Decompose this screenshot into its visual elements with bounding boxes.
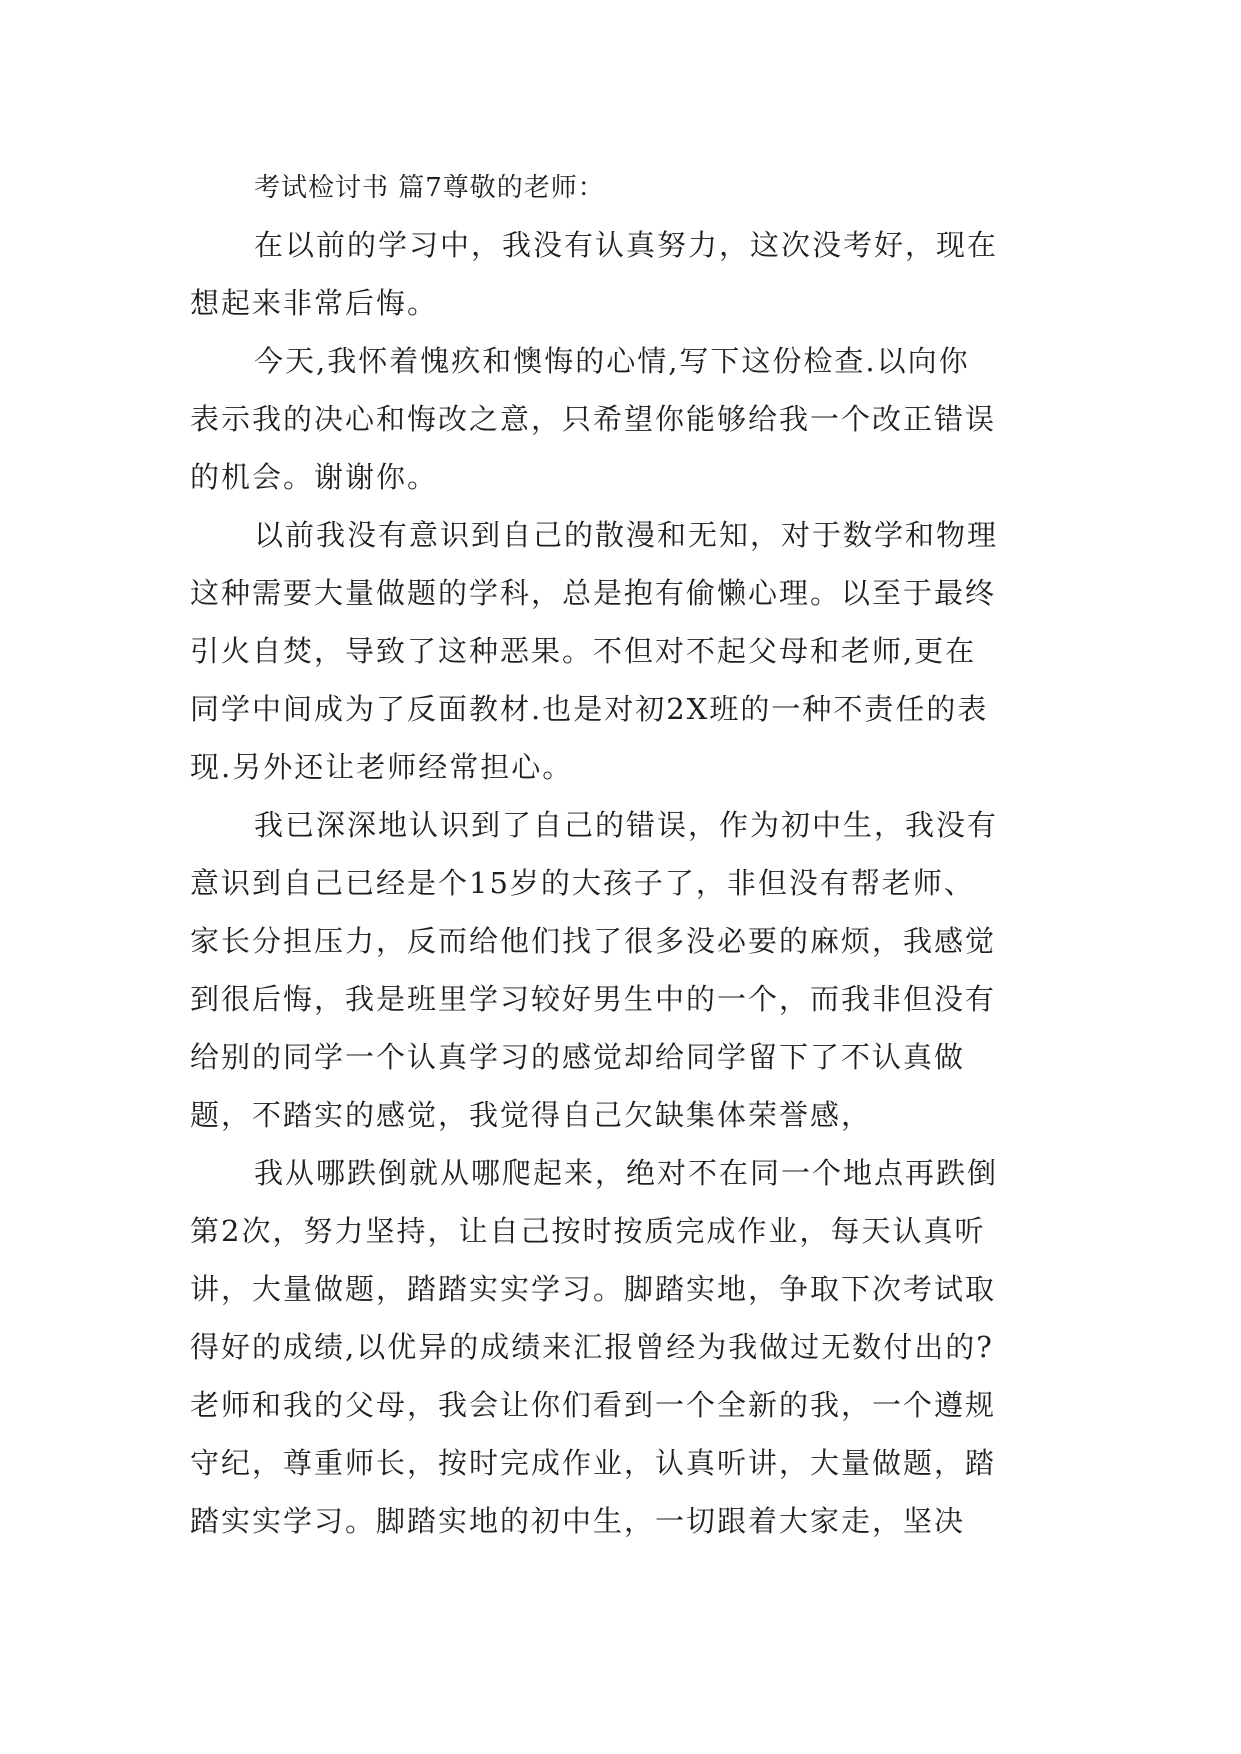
paragraph-line: 守纪，尊重师长，按时完成作业，认真听讲，大量做题，踏 <box>190 1446 997 1480</box>
paragraph-line: 这种需要大量做题的学科，总是抱有偷懒心理。以至于最终 <box>190 576 997 610</box>
paragraph-line: 现.另外还让老师经常担心。 <box>190 750 574 784</box>
paragraph-line: 今天,我怀着愧疚和懊悔的心情,写下这份检查.以向你 <box>254 344 970 378</box>
paragraph-line: 我已深深地认识到了自己的错误，作为初中生，我没有 <box>254 808 999 842</box>
paragraph-line: 给别的同学一个认真学习的感觉却给同学留下了不认真做 <box>190 1040 966 1074</box>
paragraph-line: 的机会。谢谢你。 <box>190 460 439 494</box>
paragraph-line: 我从哪跌倒就从哪爬起来，绝对不在同一个地点再跌倒 <box>254 1156 999 1190</box>
paragraph-line: 在以前的学习中，我没有认真努力，这次没考好，现在 <box>254 228 999 262</box>
paragraph-line: 讲，大量做题，踏踏实实学习。脚踏实地，争取下次考试取 <box>190 1272 997 1306</box>
paragraph-line: 家长分担压力，反而给他们找了很多没必要的麻烦，我感觉 <box>190 924 997 958</box>
paragraph-line: 表示我的决心和悔改之意，只希望你能够给我一个改正错误 <box>190 402 997 436</box>
paragraph-line: 踏实实学习。脚踏实地的初中生，一切跟着大家走，坚决 <box>190 1504 966 1538</box>
paragraph-line: 第2次，努力坚持，让自己按时按质完成作业，每天认真听 <box>190 1214 986 1248</box>
paragraph-line: 引火自焚，导致了这种恶果。不但对不起父母和老师,更在 <box>190 634 977 668</box>
paragraph-line: 到很后悔，我是班里学习较好男生中的一个，而我非但没有 <box>190 982 997 1016</box>
document-title-line: 考试检讨书 篇7尊敬的老师： <box>254 173 605 203</box>
paragraph-line: 意识到自己已经是个15岁的大孩子了，非但没有帮老师、 <box>190 866 975 900</box>
paragraph-line: 题，不踏实的感觉，我觉得自己欠缺集体荣誉感， <box>190 1098 873 1132</box>
paragraph-line: 想起来非常后悔。 <box>190 286 439 320</box>
paragraph-line: 以前我没有意识到自己的散漫和无知，对于数学和物理 <box>254 518 999 552</box>
paragraph-line: 老师和我的父母，我会让你们看到一个全新的我，一个遵规 <box>190 1388 997 1422</box>
paragraph-line: 得好的成绩,以优异的成绩来汇报曾经为我做过无数付出的? <box>190 1330 994 1364</box>
paragraph-line: 同学中间成为了反面教材.也是对初2X班的一种不责任的表 <box>190 692 989 726</box>
